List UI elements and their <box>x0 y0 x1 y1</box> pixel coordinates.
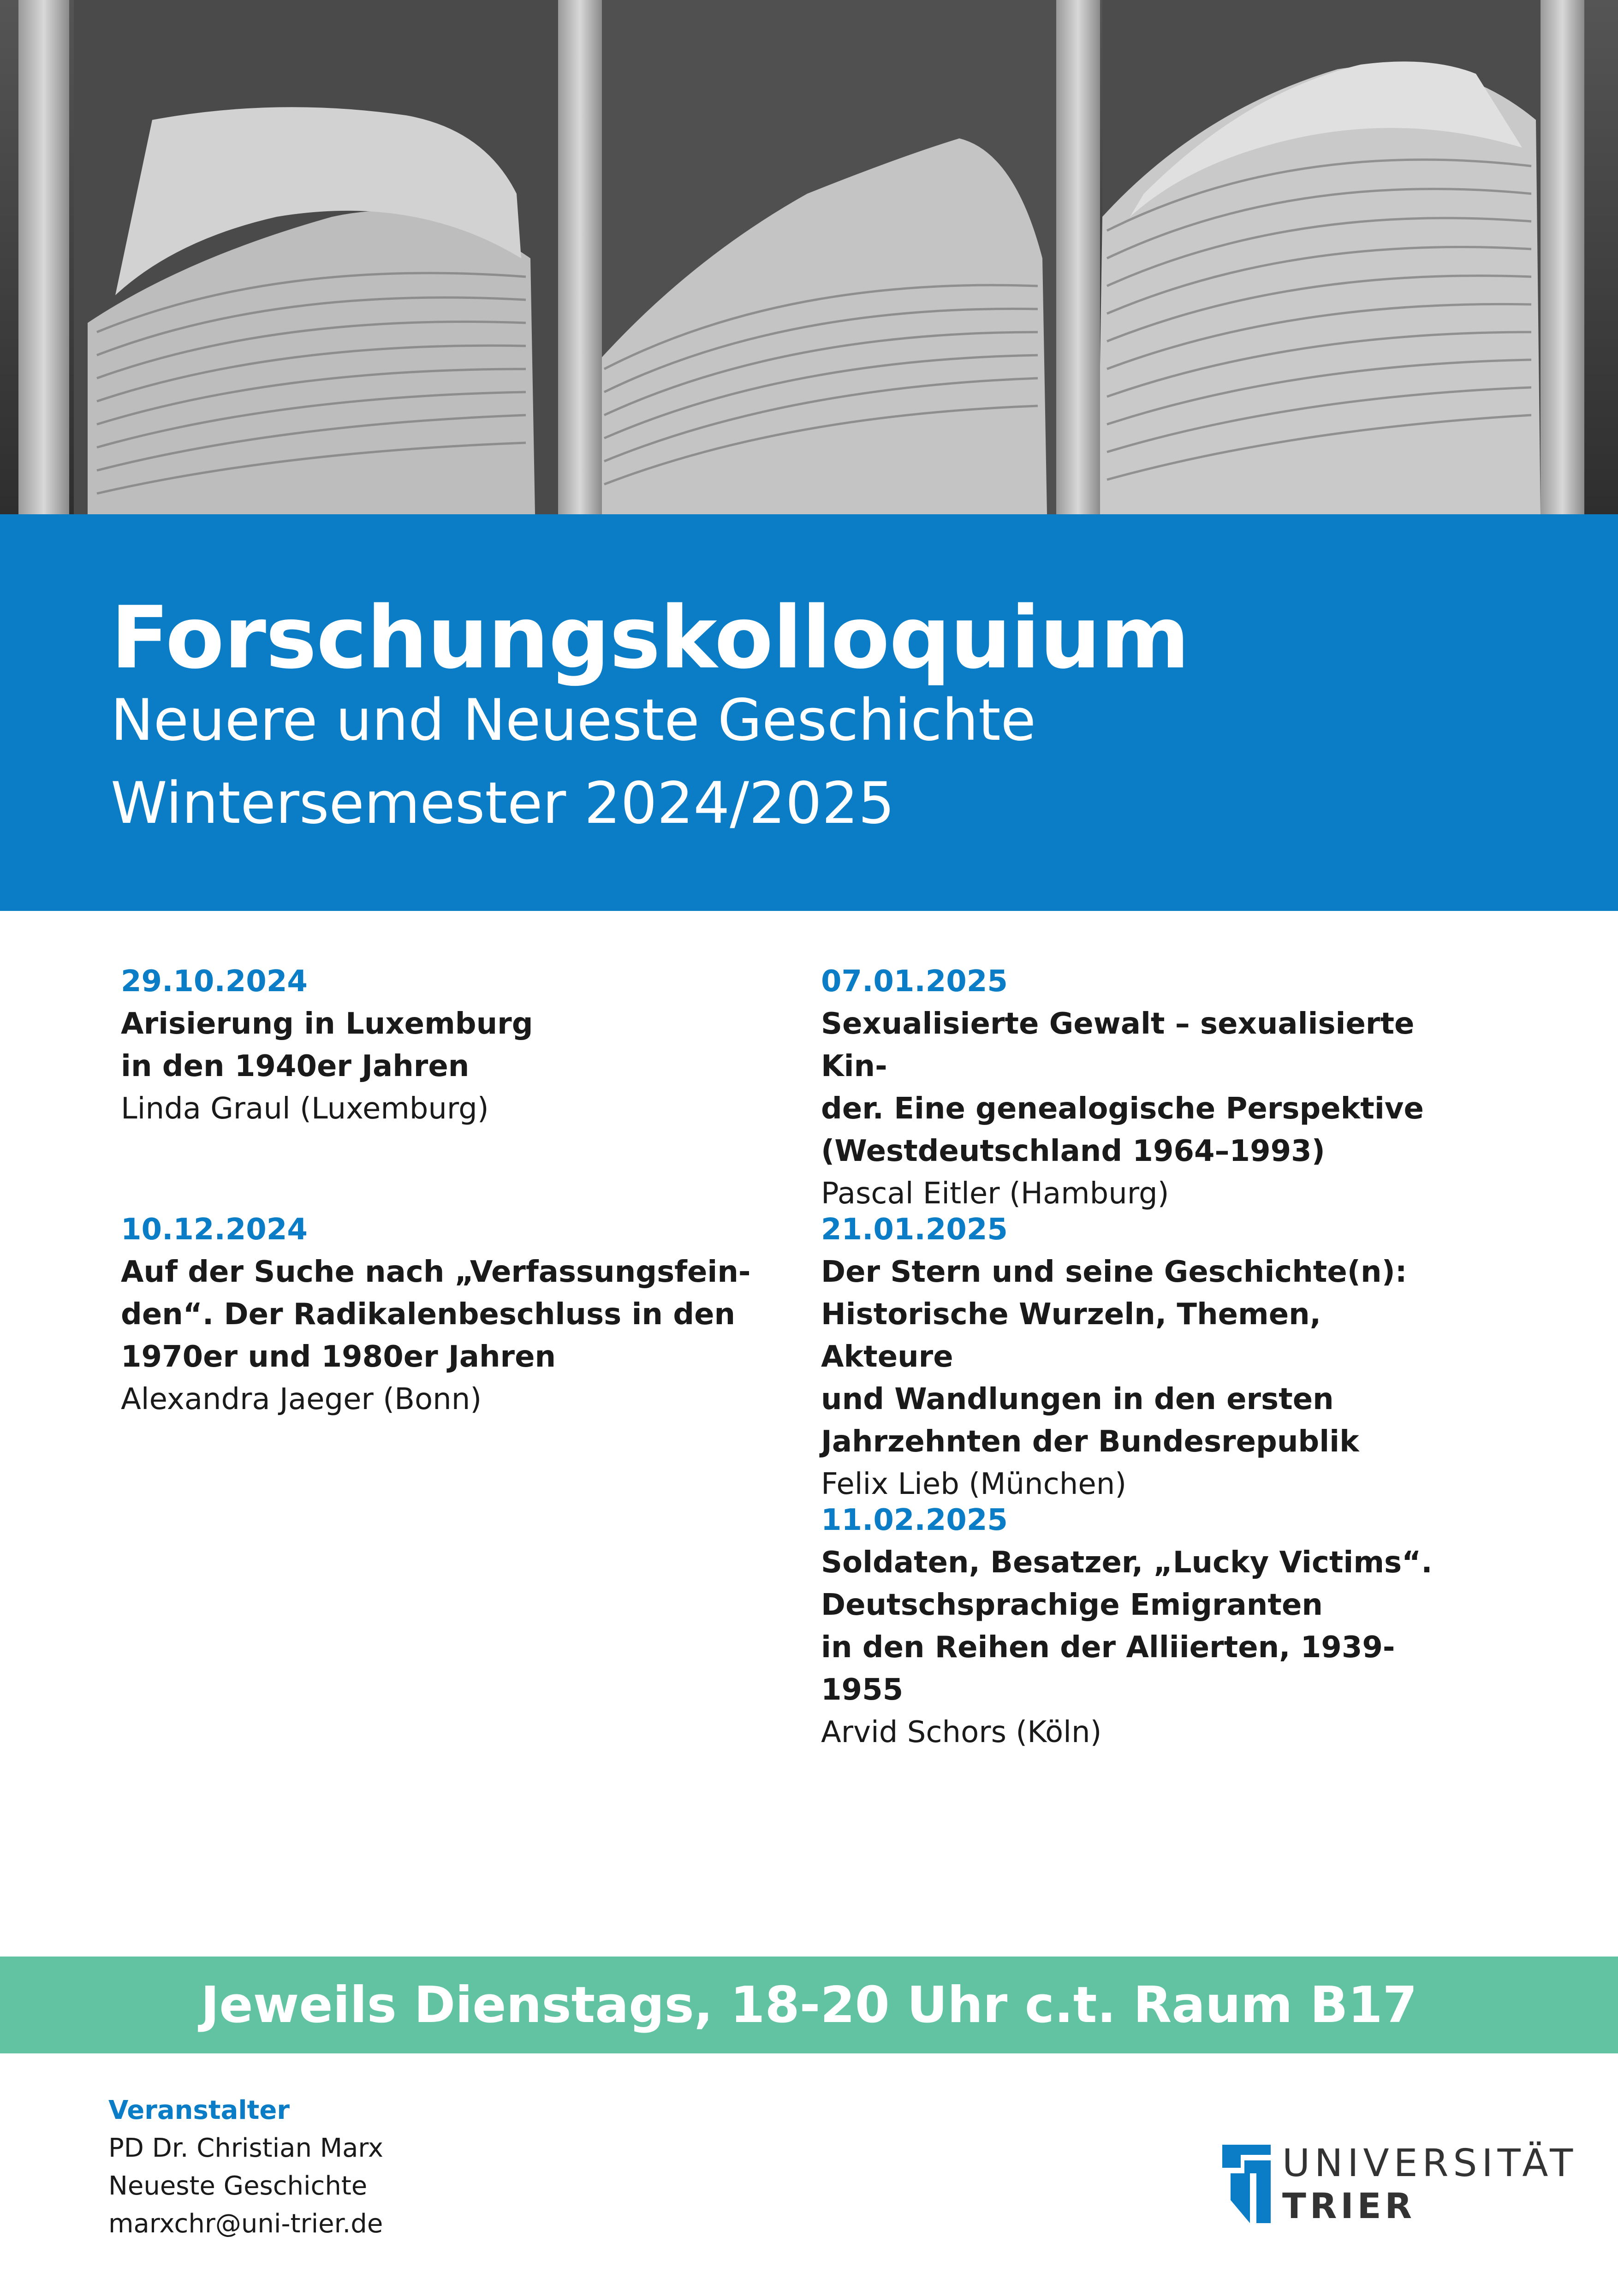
organizer-label: Veranstalter <box>108 2095 290 2125</box>
trier-logo-icon <box>1222 2145 1271 2223</box>
event-title-line: den“. Der Radikalenbeschluss in den <box>121 1297 736 1332</box>
title-band <box>0 514 1618 911</box>
event-speaker: Felix Lieb (München) <box>821 1467 1127 1501</box>
event-title-line: in den 1940er Jahren <box>121 1049 470 1083</box>
organizer-block <box>108 2092 383 2243</box>
event-speaker: Linda Graul (Luxemburg) <box>121 1092 489 1126</box>
event-date: 11.02.2025 <box>821 1503 1008 1537</box>
page-title: Forschungskolloquium <box>111 588 1190 688</box>
organizer-email: marxchr@uni-trier.de <box>108 2209 383 2239</box>
event-title-line: Historische Wurzeln, Themen, Akteure <box>821 1297 1321 1374</box>
event-date: 29.10.2024 <box>121 964 308 999</box>
event-title-line: Jahrzehnten der Bundesrepublik <box>821 1425 1359 1459</box>
event-speaker: Arvid Schors (Köln) <box>821 1715 1102 1749</box>
header-photo <box>0 0 1618 514</box>
event-item <box>821 1208 1457 1505</box>
event-item <box>821 960 1457 1215</box>
event-date: 07.01.2025 <box>821 964 1008 999</box>
event-date: 10.12.2024 <box>121 1213 308 1247</box>
event-title-line: Soldaten, Besatzer, „Lucky Victims“. <box>821 1546 1433 1580</box>
event-speaker: Pascal Eitler (Hamburg) <box>821 1177 1169 1211</box>
event-title-line: Der Stern und seine Geschichte(n): <box>821 1255 1407 1289</box>
organizer-department: Neueste Geschichte <box>108 2171 368 2201</box>
event-date: 21.01.2025 <box>821 1213 1008 1247</box>
logo-text-universitaet: UNIVERSITÄT <box>1282 2141 1578 2185</box>
subtitle: Neuere und Neueste Geschichte <box>111 687 1036 754</box>
event-item <box>121 1208 757 1421</box>
semester: Wintersemester 2024/2025 <box>111 770 895 837</box>
event-speaker: Alexandra Jaeger (Bonn) <box>121 1382 482 1416</box>
event-title-line: Arisierung in Luxemburg <box>121 1007 533 1041</box>
organizer-name: PD Dr. Christian Marx <box>108 2133 384 2163</box>
event-item <box>121 960 757 1130</box>
event-title-line: und Wandlungen in den ersten <box>821 1382 1334 1416</box>
archive-shelves-illustration <box>0 0 1618 514</box>
event-title-line: 1970er und 1980er Jahren <box>121 1340 556 1374</box>
event-title-line: Deutschsprachige Emigranten <box>821 1588 1323 1622</box>
event-title-line: in den Reihen der Alliierten, 1939-1955 <box>821 1630 1395 1707</box>
event-title-line: der. Eine genealogische Perspektive <box>821 1092 1424 1126</box>
event-title-line: (Westdeutschland 1964–1993) <box>821 1134 1325 1168</box>
schedule-info-bar: Jeweils Dienstags, 18-20 Uhr c.t. Raum B17 <box>0 1957 1618 2053</box>
event-item <box>821 1499 1457 1754</box>
logo-text-trier: TRIER <box>1282 2185 1416 2226</box>
event-title-line: Sexualisierte Gewalt – sexualisierte Kin- <box>821 1007 1415 1083</box>
event-title-line: Auf der Suche nach „Verfassungsfein- <box>121 1255 751 1289</box>
